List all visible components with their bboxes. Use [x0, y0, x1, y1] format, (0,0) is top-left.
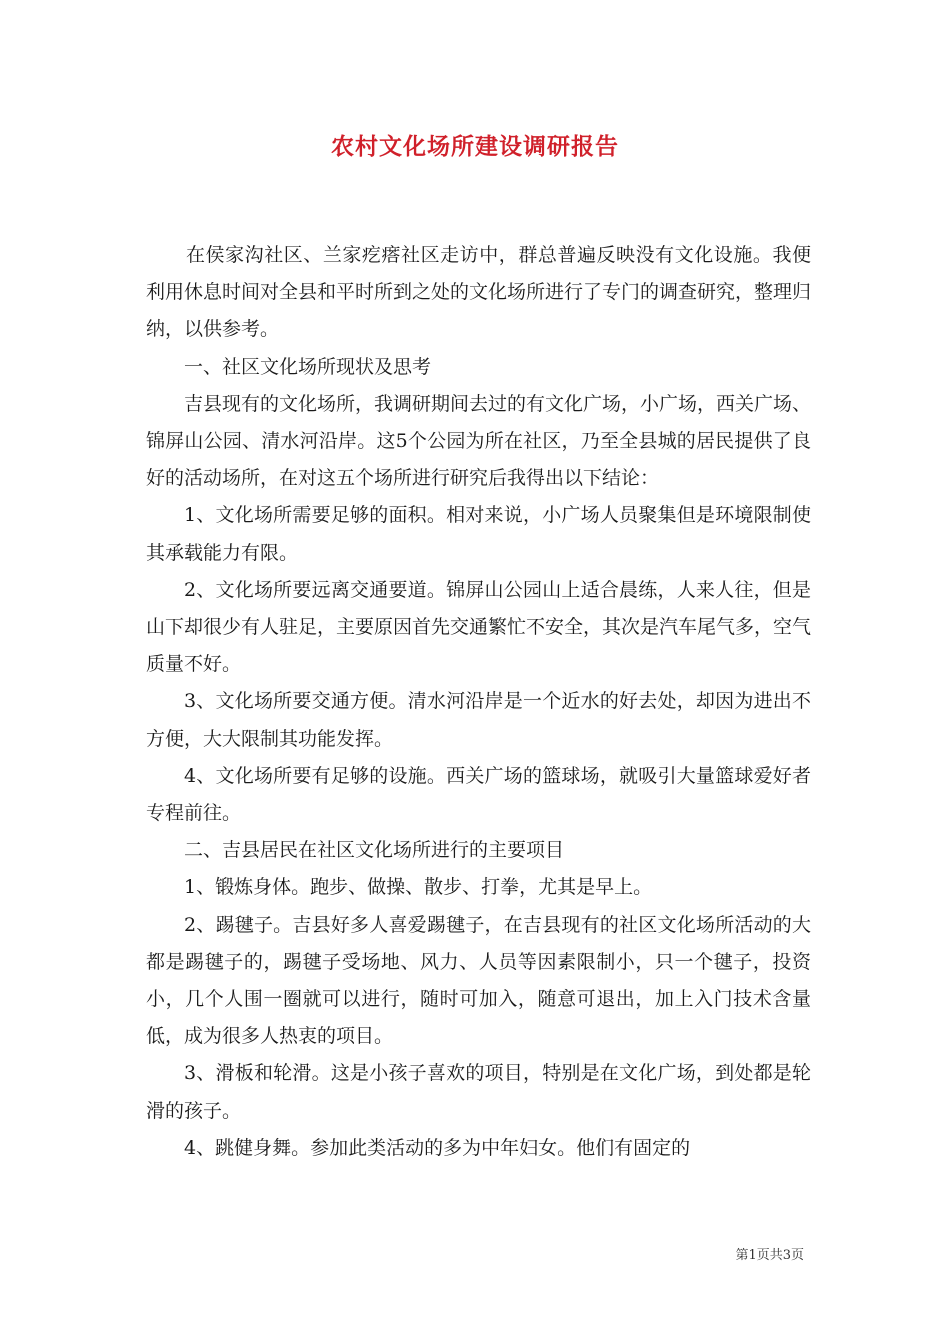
document-body	[146, 237, 811, 1167]
document-title: 农村文化场所建设调研报告	[331, 133, 619, 160]
list-item: 4、跳健身舞。参加此类活动的多为中年妇女。他们有固定的	[184, 1136, 691, 1159]
page-number: 第1页共3页	[735, 1248, 804, 1263]
paragraph-intro: 在侯家沟社区、兰家疙瘩社区走访中，群总普遍反映没有文化设施。我便利用休息时间对全县和平时所到之处的文化场所进行了专门的调查研究，整理归纳，以供参考。	[146, 244, 812, 341]
list-item: 1、锻炼身体。跑步、做操、散步、打拳，尤其是早上。	[184, 876, 653, 899]
list-item: 2、文化场所要远离交通要道。锦屏山公园山上适合晨练，人来人往，但是山下却很少有人驻足，主要原因首先交通繁忙不安全，其次是汽车尾气多，空气质量不好。	[146, 578, 812, 676]
list-item: 4、文化场所要有足够的设施。西关广场的篮球场，就吸引大量篮球爱好者专程前往。	[146, 764, 811, 825]
paragraph: 吉县现有的文化场所，我调研期间去过的有文化广场，小广场，西关广场、锦屏山公园、清水河沿岸。这5个公园为所在社区，乃至全县城的居民提供了良好的活动场所，在对这五个场所进行研究后我得出以下结论：	[146, 392, 812, 490]
section-heading-2: 二、吉县居民在社区文化场所进行的主要项目	[184, 839, 565, 862]
list-item: 2、踢毽子。吉县好多人喜爱踢毽子，在吉县现有的社区文化场所活动的大都是踢毽子的，踢毽子受场地、风力、人员等因素限制小，只一个毽子，投资小，几个人围一圈就可以进行，随时可加入，随意可退出，加上入门技术含量低，成为很多人热衷的项目。	[146, 913, 811, 1048]
list-item: 1、文化场所需要足够的面积。相对来说，小广场人员聚集但是环境限制使其承载能力有限。	[146, 504, 811, 564]
section-heading-1: 一、社区文化场所现状及思考	[184, 355, 432, 378]
list-item: 3、滑板和轮滑。这是小孩子喜欢的项目，特别是在文化广场，到处都是轮滑的孩子。	[146, 1062, 811, 1122]
list-item: 3、文化场所要交通方便。清水河沿岸是一个近水的好去处，却因为进出不方便，大大限制其功能发挥。	[146, 690, 811, 750]
